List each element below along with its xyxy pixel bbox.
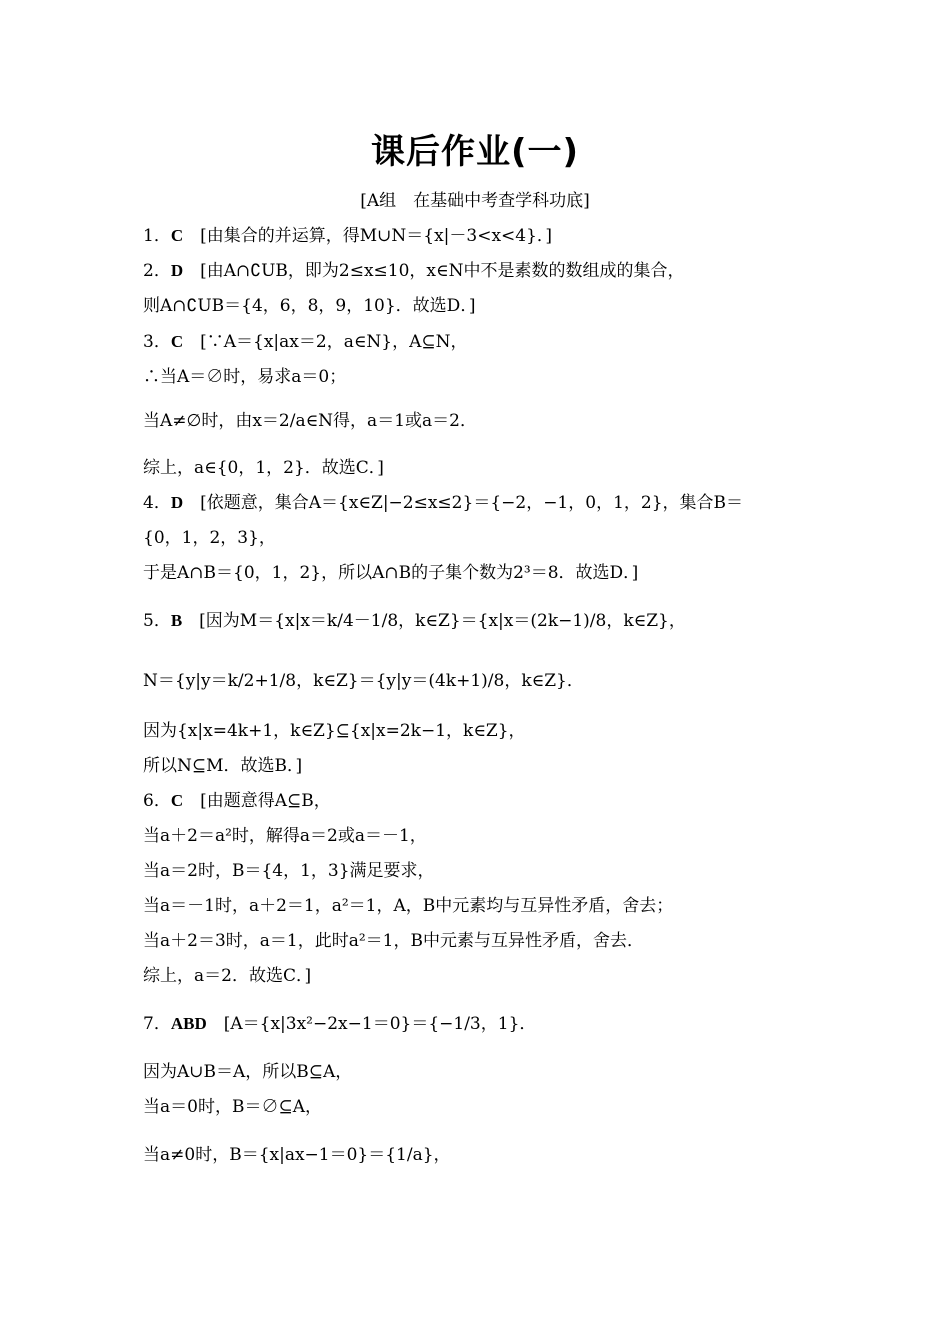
explanation-text: ∴当A＝∅时，易求a＝0； [143,367,347,387]
answer-line [143,858,823,884]
explanation-text: 当a＝－1时，a＋2＝1，a²＝1，A，B中元素均与互异性矛盾，舍去； [143,896,674,916]
explanation-text: [依题意，集合A＝{x∈Z|−2≤x≤2}＝{−2，−1，0，1，2}，集合B＝ [200,493,744,513]
answer-line [143,1142,823,1168]
answer-key: C [170,226,184,245]
answer-key: B [170,611,183,630]
question-number: 5． [143,611,171,631]
answer-key: D [170,493,184,512]
answer-line [143,1011,823,1037]
explanation-text: [由集合的并运算，得M∪N＝{x|－3<x<4}．] [200,226,553,246]
explanation-text: [A＝{x|3x²−2x−1＝0}＝{−1/3，1}． [223,1014,537,1034]
explanation-text: 当a＋2＝3时，a＝1，此时a²＝1，B中元素与互异性矛盾，舍去． [143,931,644,951]
explanation-text: 所以N⊆M．故选B．] [143,756,303,776]
explanation-text: 则A∩∁UB＝{4，6，8，9，10}．故选D．] [143,296,476,316]
answer-line [143,963,823,989]
answer-line [143,455,823,481]
answer-line [143,364,823,390]
answer-line [143,928,823,954]
answer-line [143,329,823,355]
explanation-text: 当A≠∅时，由x＝2/a∈N得，a＝1或a＝2． [143,411,477,431]
explanation-text: 因为{x|x=4k+1，k∈Z}⊆{x|x=2k−1，k∈Z}， [143,721,526,741]
answer-key: D [170,261,184,280]
explanation-text: 于是A∩B＝{0，1，2}，所以A∩B的子集个数为2³＝8．故选D．] [143,563,639,583]
explanation-text: [由题意得A⊆B， [200,791,331,811]
explanation-text: 综上，a∈{0，1，2}．故选C．] [143,458,384,478]
explanation-text: 当a＝0时，B＝∅⊆A， [143,1097,322,1117]
answer-line [143,668,823,694]
section-subtitle: [A组 在基础中考查学科功底] [360,191,590,211]
page-title: 课后作业(一) [370,132,580,172]
question-number: 2． [143,261,171,281]
explanation-text: {0，1，2，3}， [143,528,276,548]
answer-line [143,525,823,551]
answer-key: C [170,332,184,351]
answer-key: C [170,791,184,810]
answer-line [143,608,823,634]
answer-line [143,560,823,586]
explanation-text: 当a≠0时，B＝{x|ax−1＝0}＝{1/a}， [143,1145,451,1165]
question-number: 1． [143,226,171,246]
answer-line [143,788,823,814]
explanation-text: [由A∩∁UB，即为2≤x≤10，x∈N中不是素数的数组成的集合， [200,261,685,281]
explanation-text: 综上，a＝2．故选C．] [143,966,312,986]
answer-line [143,408,823,434]
answer-line [143,823,823,849]
explanation-text: [因为M＝{x|x＝k/4－1/8，k∈Z}＝{x|x＝(2k−1)/8，k∈Z}， [199,611,686,631]
question-number: 6． [143,791,171,811]
explanation-text: 当a＋2＝a²时，解得a＝2或a＝－1， [143,826,427,846]
answer-line [143,1059,823,1085]
answer-line [143,753,823,779]
answer-line [143,223,823,249]
explanation-text: [∵A＝{x|ax＝2，a∈N}，A⊆N， [200,332,468,352]
explanation-text: 当a＝2时，B＝{4，1，3}满足要求， [143,861,435,881]
answer-line [143,293,823,319]
question-number: 7． [143,1014,171,1034]
question-number: 4． [143,493,171,513]
answer-line [143,718,823,744]
explanation-text: N＝{y|y＝k/2+1/8，k∈Z}＝{y|y＝(4k+1)/8，k∈Z}． [143,671,584,691]
answer-line [143,1094,823,1120]
answer-line [143,893,823,919]
question-number: 3． [143,332,171,352]
answer-line [143,258,823,284]
answer-line [143,490,823,516]
answer-key: ABD [170,1014,207,1033]
explanation-text: 因为A∪B＝A，所以B⊆A， [143,1062,353,1082]
